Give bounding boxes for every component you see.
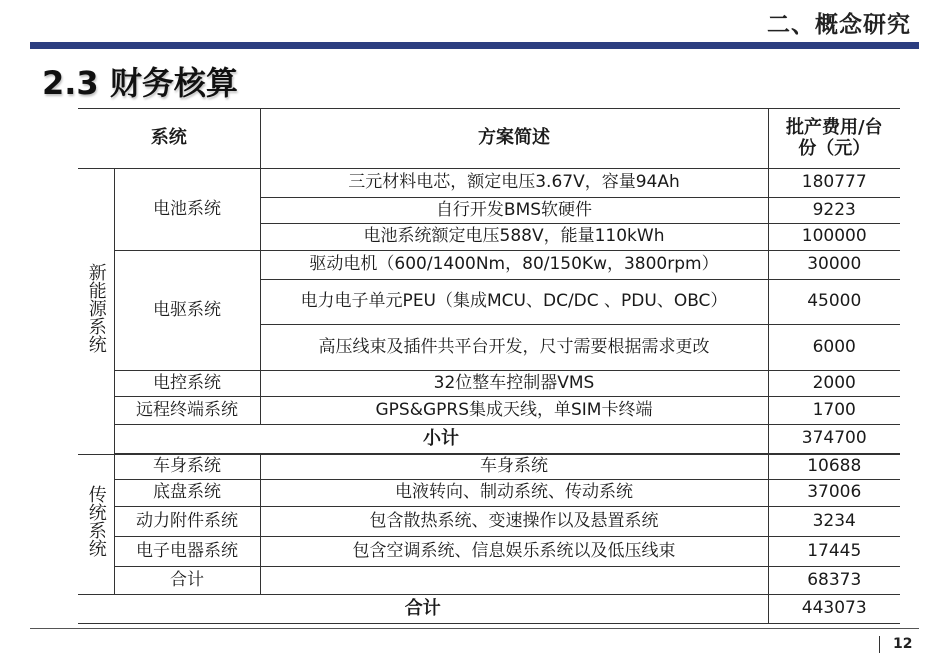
page-title: 2.3 财务核算: [42, 64, 238, 102]
table-row: [78, 397, 900, 425]
cost-table: [78, 108, 900, 624]
cost-cell: 6000: [768, 325, 900, 371]
header-scheme: 方案简述: [260, 109, 768, 169]
control-system-label: 电控系统: [114, 371, 260, 397]
cost-cell: 10688: [768, 455, 900, 480]
tr-group-label: 传统系统: [78, 455, 114, 595]
cost-cell: 45000: [768, 280, 900, 325]
scheme-cell: 电池系统额定电压588V，能量110kWh: [260, 224, 768, 251]
scheme-cell: GPS&GPRS集成天线，单SIM卡终端: [260, 397, 768, 425]
table-row: [78, 371, 900, 397]
footer-separator: [879, 636, 880, 653]
scheme-cell: 32位整车控制器VMS: [260, 371, 768, 397]
page-number: 12: [893, 636, 913, 652]
header-system: 系统: [78, 109, 260, 169]
scheme-cell: 电液转向、制动系统、传动系统: [260, 480, 768, 507]
cost-cell: 37006: [768, 480, 900, 507]
cost-cell: 68373: [768, 567, 900, 595]
grand-total-label: 合计: [78, 595, 768, 624]
cost-cell: 30000: [768, 251, 900, 280]
grand-total-cost: 443073: [768, 595, 900, 624]
subtotal-cost: 374700: [768, 425, 900, 454]
cost-cell: 1700: [768, 397, 900, 425]
subtotal-row: [78, 425, 900, 454]
electrical-system-label: 电子电器系统: [114, 537, 260, 567]
scheme-cell: [260, 567, 768, 595]
cost-cell: 100000: [768, 224, 900, 251]
cost-cell: 9223: [768, 198, 900, 224]
power-accessory-system-label: 动力附件系统: [114, 507, 260, 537]
cost-cell: 2000: [768, 371, 900, 397]
battery-system-label: 电池系统: [114, 169, 260, 251]
table-row: [78, 537, 900, 567]
subtotal-label: 小计: [114, 425, 768, 454]
grand-total-row: [78, 595, 900, 624]
scheme-cell: 电力电子单元PEU（集成MCU、DC/DC 、PDU、OBC）: [260, 280, 768, 325]
scheme-cell: 高压线束及插件共平台开发，尺寸需要根据需求更改: [260, 325, 768, 371]
cost-cell: 3234: [768, 507, 900, 537]
table-row: [78, 169, 900, 198]
scheme-cell: 车身系统: [260, 455, 768, 480]
table-row: [78, 507, 900, 537]
footer-line: [30, 628, 919, 629]
table-row: [78, 251, 900, 280]
table-header-row: [78, 109, 900, 169]
cost-cell: 180777: [768, 169, 900, 198]
header-cost: 批产费用/台份（元）: [768, 109, 900, 169]
telematics-system-label: 远程终端系统: [114, 397, 260, 425]
cost-cell: 17445: [768, 537, 900, 567]
scheme-cell: 自行开发BMS软硬件: [260, 198, 768, 224]
table-row: [78, 567, 900, 595]
scheme-cell: 包含散热系统、变速操作以及悬置系统: [260, 507, 768, 537]
top-bar: [30, 42, 919, 49]
scheme-cell: 驱动电机（600/1400Nm，80/150Kw，3800rpm）: [260, 251, 768, 280]
body-system-label: 车身系统: [114, 455, 260, 480]
table-row: [78, 455, 900, 480]
chassis-system-label: 底盘系统: [114, 480, 260, 507]
table-row: [78, 480, 900, 507]
section-title: 二、概念研究: [767, 12, 911, 38]
drive-system-label: 电驱系统: [114, 251, 260, 371]
scheme-cell: 三元材料电芯，额定电压3.67V，容量94Ah: [260, 169, 768, 198]
scheme-cell: 包含空调系统、信息娱乐系统以及低压线束: [260, 537, 768, 567]
ne-group-label: 新能源系统: [78, 169, 114, 455]
tr-total-label: 合计: [114, 567, 260, 595]
